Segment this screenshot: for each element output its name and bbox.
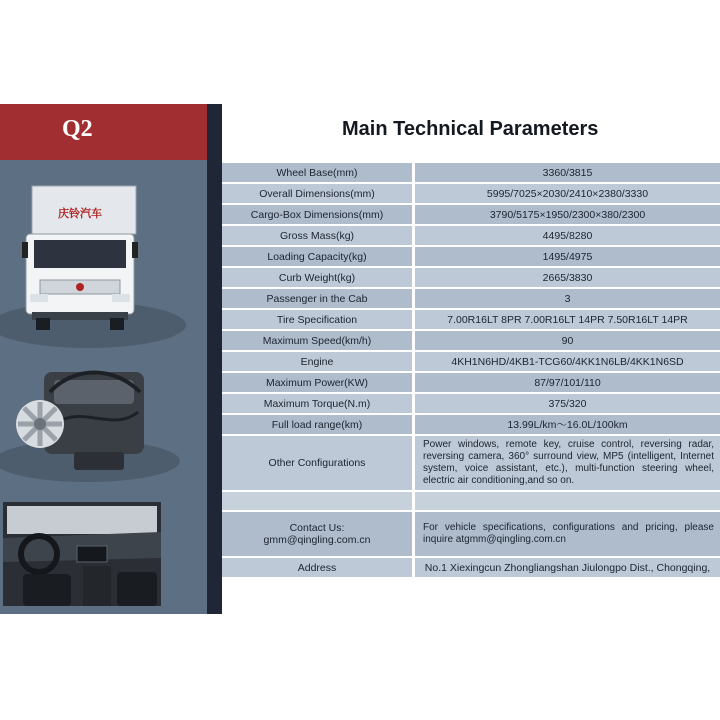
param-label: Gross Mass(kg) — [222, 226, 415, 245]
model-name: Q2 — [62, 116, 93, 142]
table-row — [222, 205, 720, 224]
address-row — [222, 558, 720, 577]
param-value: 3360/3815 — [415, 163, 720, 182]
param-value: 4KH1N6HD/4KB1-TCG60/4KK1N6LB/4KK1N6SD — [415, 352, 720, 371]
param-value: 1495/4975 — [415, 247, 720, 266]
truck-image — [18, 184, 143, 334]
param-label: Wheel Base(mm) — [222, 163, 415, 182]
param-value: 7.00R16LT 8PR 7.00R16LT 14PR 7.50R16LT 14PR — [415, 310, 720, 329]
param-label: Cargo-Box Dimensions(mm) — [222, 205, 415, 224]
contact-label-cell — [222, 512, 415, 556]
param-value: 375/320 — [415, 394, 720, 413]
param-label: Other Configurations — [222, 436, 415, 490]
param-label: Full load range(km) — [222, 415, 415, 434]
brochure-sheet — [0, 104, 720, 614]
param-value: Power windows, remote key, cruise control, reversing radar, reversing camera, 360° surround view, MP5 (intelligent, Internet system, voice assistant, etc.), multi-function steering wheel, electric air conditioning,and so on. — [415, 436, 720, 490]
param-label: Tire Specification — [222, 310, 415, 329]
table-spacer-row — [222, 492, 720, 510]
spacer-cell — [415, 492, 720, 510]
param-label: Loading Capacity(kg) — [222, 247, 415, 266]
table-row — [222, 415, 720, 434]
param-label: Overall Dimensions(mm) — [222, 184, 415, 203]
address-value: No.1 Xiexingcun Zhongliangshan Jiulongpo Dist., Chongqing, — [415, 558, 720, 577]
table-row — [222, 163, 720, 182]
table-row — [222, 268, 720, 287]
table-row — [222, 352, 720, 371]
table-row — [222, 310, 720, 329]
param-value: 3 — [415, 289, 720, 308]
cab-interior-image — [3, 502, 161, 606]
contact-row — [222, 512, 720, 556]
param-label: Maximum Speed(km/h) — [222, 331, 415, 350]
param-value: 90 — [415, 331, 720, 350]
parameters-panel — [222, 104, 720, 614]
table-row — [222, 247, 720, 266]
table-row — [222, 289, 720, 308]
param-value: 87/97/101/110 — [415, 373, 720, 392]
table-row — [222, 226, 720, 245]
table-row — [222, 331, 720, 350]
left-image-panel — [0, 104, 207, 614]
param-value: 2665/3830 — [415, 268, 720, 287]
param-label: Passenger in the Cab — [222, 289, 415, 308]
engine-image — [14, 362, 164, 480]
param-value: 4495/8280 — [415, 226, 720, 245]
page-title: Main Technical Parameters — [342, 118, 599, 140]
param-label: Engine — [222, 352, 415, 371]
contact-note: For vehicle specifications, configurations and pricing, please inquire atgmm@qingling.com.cn — [415, 512, 720, 556]
param-label: Curb Weight(kg) — [222, 268, 415, 287]
table-row — [222, 184, 720, 203]
parameters-table — [222, 161, 720, 579]
spacer-cell — [222, 492, 415, 510]
address-label: Address — [222, 558, 415, 577]
contact-label: Contact Us: — [289, 522, 345, 534]
model-banner — [0, 104, 207, 160]
panel-divider — [207, 104, 222, 614]
param-label: Maximum Power(KW) — [222, 373, 415, 392]
table-row — [222, 436, 720, 490]
param-value: 3790/5175×1950/2300×380/2300 — [415, 205, 720, 224]
param-value: 5995/7025×2030/2410×2380/3330 — [415, 184, 720, 203]
param-label: Maximum Torque(N.m) — [222, 394, 415, 413]
table-row — [222, 373, 720, 392]
param-value: 13.99L/km～16.0L/100km — [415, 415, 720, 434]
contact-email: gmm@qingling.com.cn — [263, 534, 371, 546]
table-row — [222, 394, 720, 413]
cab-lettering: 庆铃汽车 — [58, 208, 102, 220]
